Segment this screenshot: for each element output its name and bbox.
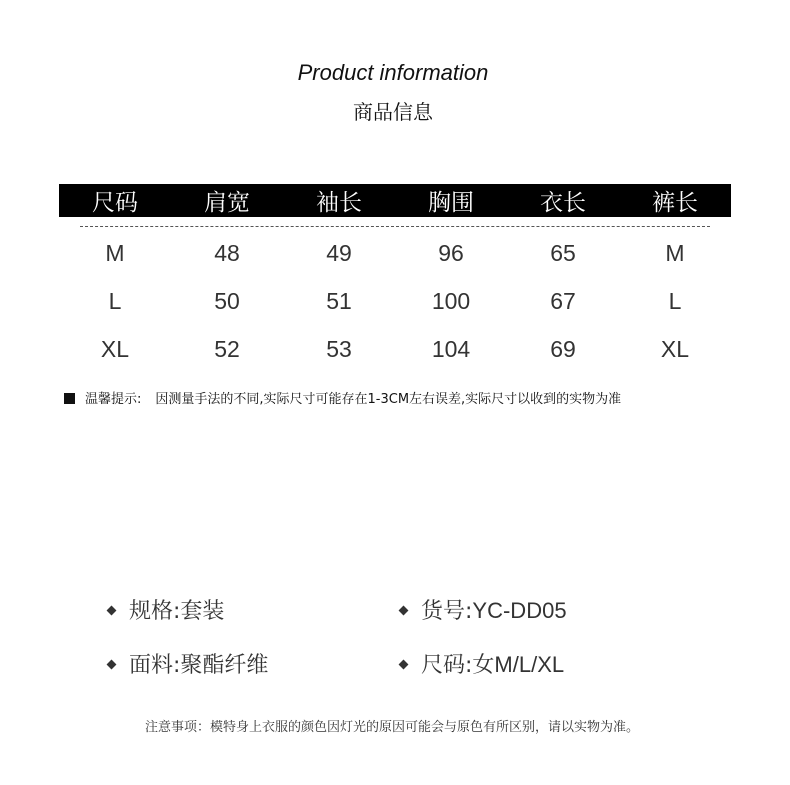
footer-notice: 注意事项：模特身上衣服的颜色因灯光的原因可能会与原色有所区别，请以实物为准。 — [144, 720, 639, 735]
spec-value: 女M/L/XL — [472, 652, 565, 677]
cell-sleeve: 51 — [326, 287, 352, 314]
cell-length: 67 — [550, 287, 576, 314]
header-length: 衣长 — [507, 184, 619, 217]
table-row — [59, 277, 731, 325]
title-english: Product information — [297, 60, 489, 85]
cell-shoulder: 50 — [214, 287, 240, 314]
header-size: 尺码 — [59, 184, 171, 217]
note-label: 温馨提示: — [85, 392, 142, 407]
cell-pants-length: XL — [660, 335, 690, 362]
table-row — [59, 229, 731, 277]
spec-label: 货号: — [421, 599, 473, 624]
cell-length: 65 — [550, 239, 576, 266]
cell-size: XL — [100, 335, 130, 362]
spec-item — [108, 594, 224, 625]
header-shoulder: 肩宽 — [171, 184, 283, 217]
cell-sleeve: 49 — [326, 239, 352, 266]
cell-length: 69 — [550, 335, 576, 362]
measurement-note — [64, 388, 621, 407]
cell-size: L — [108, 287, 122, 314]
cell-sleeve: 53 — [326, 335, 352, 362]
note-text: 因测量手法的不同,实际尺寸可能存在1-3CM左右误差,实际尺寸以收到的实物为准 — [155, 392, 622, 407]
diamond-bullet-icon — [107, 660, 117, 670]
table-row — [59, 325, 731, 373]
size-table-header-row — [59, 184, 731, 217]
cell-shoulder: 48 — [214, 239, 240, 266]
diamond-bullet-icon — [399, 606, 409, 616]
spec-value: 套装 — [180, 598, 225, 623]
header-chest: 胸围 — [395, 184, 507, 217]
cell-size: M — [105, 239, 125, 266]
header-pants-length: 裤长 — [619, 184, 731, 217]
spec-value: 聚酯纤维 — [180, 652, 269, 677]
spec-item — [400, 594, 567, 625]
size-table — [59, 184, 731, 373]
spec-label: 面料: — [129, 653, 181, 678]
spec-label: 尺码: — [421, 653, 473, 678]
header-sleeve: 袖长 — [283, 184, 395, 217]
dashed-divider — [80, 226, 710, 227]
cell-chest: 100 — [431, 287, 471, 314]
cell-chest: 96 — [438, 239, 464, 266]
diamond-bullet-icon — [107, 606, 117, 616]
square-bullet-icon — [64, 393, 75, 404]
cell-pants-length: M — [665, 239, 685, 266]
cell-chest: 104 — [431, 335, 471, 362]
spec-label: 规格: — [129, 599, 181, 624]
diamond-bullet-icon — [399, 660, 409, 670]
title-chinese: 商品信息 — [353, 100, 433, 124]
spec-value: YC-DD05 — [472, 598, 567, 623]
cell-pants-length: L — [668, 287, 682, 314]
cell-shoulder: 52 — [214, 335, 240, 362]
spec-item — [400, 648, 564, 679]
spec-item — [108, 648, 268, 679]
